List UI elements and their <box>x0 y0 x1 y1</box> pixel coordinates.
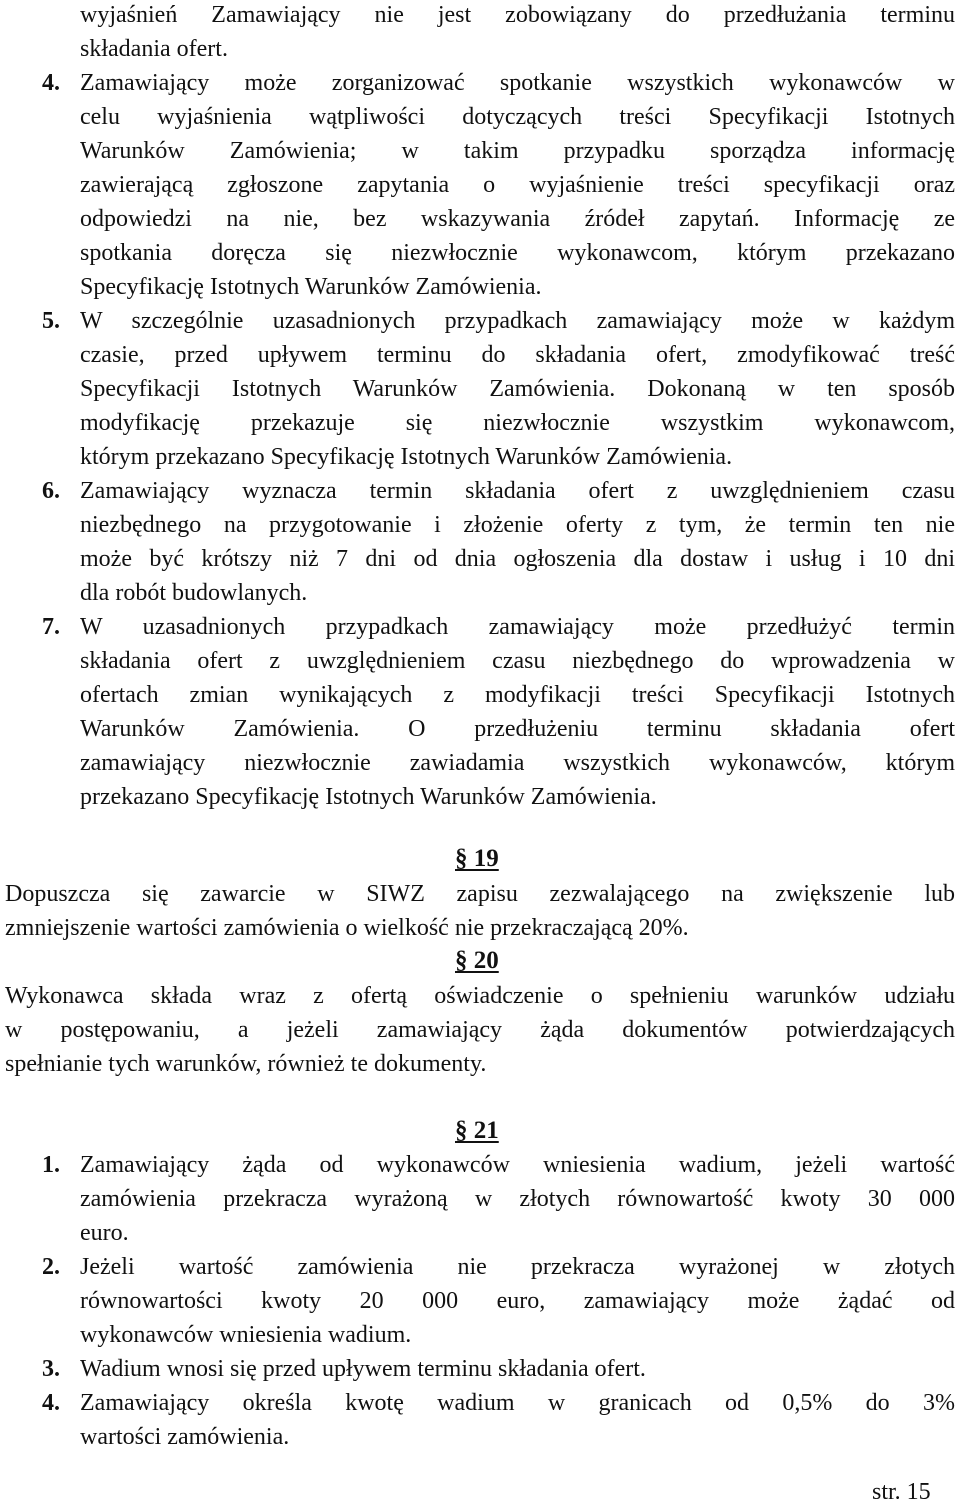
continuation-line: wyjaśnień Zamawiający nie jest zobowiązany do przedłużania terminu <box>80 2 955 28</box>
paragraph-line: Zamawiający żąda od wykonawców wniesienia wadium, jeżeli wartość <box>80 1152 955 1178</box>
paragraph-line: odpowiedzi na nie, bez wskazywania źródeł zapytań. Informację ze <box>80 206 955 232</box>
paragraph-line: ofertach zmian wynikających z modyfikacji treści Specyfikacji Istotnych <box>80 682 955 708</box>
paragraph-line: czasie, przed upływem terminu do składania ofert, zmodyfikować treść <box>80 342 955 368</box>
item-number: 6. <box>42 478 60 504</box>
item-number: 5. <box>42 308 60 334</box>
continuation-line: składania ofert. <box>80 36 228 62</box>
page-number: str. 15 <box>872 1479 931 1505</box>
item-number: 4. <box>42 70 60 96</box>
paragraph-line: przekazano Specyfikację Istotnych Warunków Zamówienia. <box>80 784 657 810</box>
paragraph-line: Wykonawca składa wraz z ofertą oświadczenie o spełnieniu warunków udziału <box>5 983 955 1009</box>
paragraph-line: Specyfikację Istotnych Warunków Zamówienia. <box>80 274 542 300</box>
paragraph-line: dla robót budowlanych. <box>80 580 308 606</box>
paragraph-line: równowartości kwoty 20 000 euro, zamawiający może żądać od <box>80 1288 955 1314</box>
paragraph-line: Zamawiający określa kwotę wadium w granicach od 0,5% do 3% <box>80 1390 955 1416</box>
paragraph-line: Wadium wnosi się przed upływem terminu składania ofert. <box>80 1356 646 1382</box>
paragraph-line: w postępowaniu, a jeżeli zamawiający żąda dokumentów potwierdzających <box>5 1017 955 1043</box>
paragraph-line: zmniejszenie wartości zamówienia o wielkość nie przekraczającą 20%. <box>5 915 689 941</box>
paragraph-line: zamówienia przekracza wyrażoną w złotych równowartość kwoty 30 000 <box>80 1186 955 1212</box>
section-heading: § 21 <box>455 1117 499 1144</box>
paragraph-line: Warunków Zamówienia; w takim przypadku sporządza informację <box>80 138 955 164</box>
item-number: 3. <box>42 1356 60 1382</box>
paragraph-line: niezbędnego na przygotowanie i złożenie oferty z tym, że termin ten nie <box>80 512 955 538</box>
paragraph-line: modyfikację przekazuje się niezwłocznie wszystkim wykonawcom, <box>80 410 955 436</box>
paragraph-line: którym przekazano Specyfikację Istotnych Warunków Zamówienia. <box>80 444 733 470</box>
paragraph-line: Specyfikacji Istotnych Warunków Zamówienia. Dokonaną w ten sposób <box>80 376 955 402</box>
paragraph-line: może być krótszy niż 7 dni od dnia ogłoszenia dla dostaw i usług i 10 dni <box>80 546 955 572</box>
paragraph-line: W uzasadnionych przypadkach zamawiający może przedłużyć termin <box>80 614 955 640</box>
paragraph-line: celu wyjaśnienia wątpliwości dotyczących treści Specyfikacji Istotnych <box>80 104 955 130</box>
item-number: 4. <box>42 1390 60 1416</box>
paragraph-line: Warunków Zamówienia. O przedłużeniu terminu składania ofert <box>80 716 955 742</box>
section-heading: § 20 <box>455 947 499 974</box>
item-number: 7. <box>42 614 60 640</box>
paragraph-line: W szczególnie uzasadnionych przypadkach zamawiający może w każdym <box>80 308 955 334</box>
paragraph-line: zamawiający niezwłocznie zawiadamia wszystkich wykonawców, którym <box>80 750 955 776</box>
paragraph-line: euro. <box>80 1220 129 1246</box>
paragraph-line: Jeżeli wartość zamówienia nie przekracza wyrażonej w złotych <box>80 1254 955 1280</box>
paragraph-line: zawierającą zgłoszone zapytania o wyjaśnienie treści specyfikacji oraz <box>80 172 955 198</box>
paragraph-line: wartości zamówienia. <box>80 1424 290 1450</box>
item-number: 2. <box>42 1254 60 1280</box>
paragraph-line: Zamawiający może zorganizować spotkanie wszystkich wykonawców w <box>80 70 955 96</box>
section-heading: § 19 <box>455 845 499 872</box>
paragraph-line: wykonawców wniesienia wadium. <box>80 1322 412 1348</box>
paragraph-line: spotkania doręcza się niezwłocznie wykonawcom, którym przekazano <box>80 240 955 266</box>
paragraph-line: składania ofert z uwzględnieniem czasu niezbędnego do wprowadzenia w <box>80 648 955 674</box>
paragraph-line: Zamawiający wyznacza termin składania ofert z uwzględnieniem czasu <box>80 478 955 504</box>
item-number: 1. <box>42 1152 60 1178</box>
paragraph-line: Dopuszcza się zawarcie w SIWZ zapisu zezwalającego na zwiększenie lub <box>5 881 955 907</box>
paragraph-line: spełnianie tych warunków, również te dokumenty. <box>5 1051 487 1077</box>
